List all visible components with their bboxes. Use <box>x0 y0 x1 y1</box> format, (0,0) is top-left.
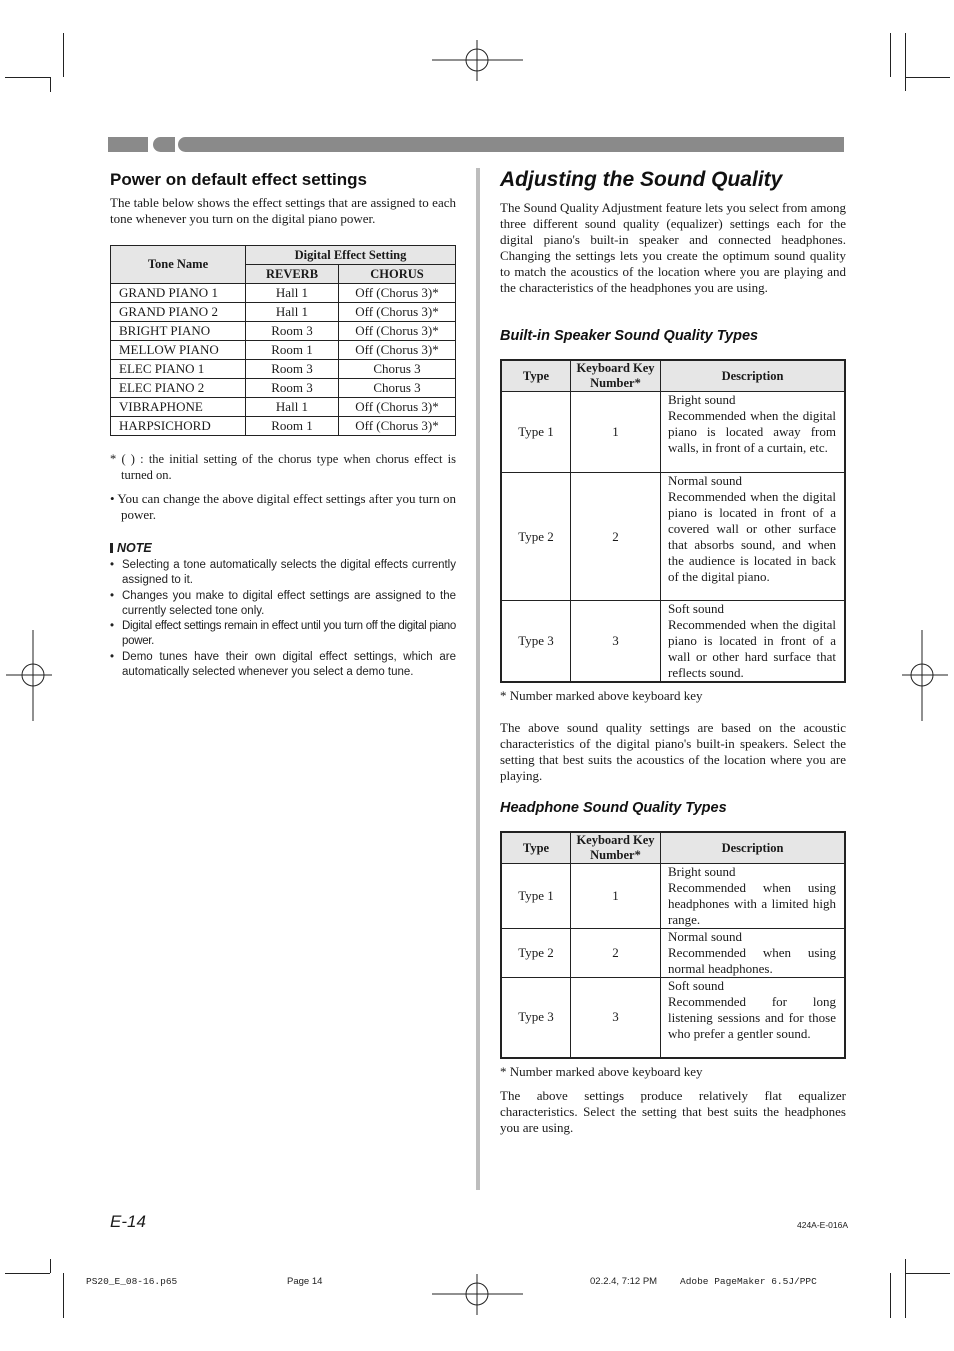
description-title: Normal sound <box>668 473 743 488</box>
headphone-heading: Headphone Sound Quality Types <box>500 800 727 816</box>
tone-name: GRAND PIANO 2 <box>111 303 246 322</box>
tone-name: BRIGHT PIANO <box>111 322 246 341</box>
end-paragraph: The above settings produce relatively flat equalizer characteristics. Select the setting that best suits the headphones you are using. <box>500 1088 846 1135</box>
mid-paragraph: The above sound quality settings are based on the acoustic characteristics of the digital piano's built-in speakers. Select the setting that best suits the acoustics of the location where you are playing. <box>500 720 846 783</box>
chorus-value: Off (Chorus 3)* <box>339 341 456 360</box>
description-cell <box>661 864 846 929</box>
effect-settings-table <box>110 245 456 436</box>
column-divider <box>476 168 480 1190</box>
description-text: Recommended when using headphones with a limited high range. <box>668 880 836 927</box>
description-text: Recommended when the digital piano is located away from walls, in front of a curtain, etc. <box>668 408 836 455</box>
footer-page-label: Page 14 <box>287 1276 323 1287</box>
tone-name: MELLOW PIANO <box>111 341 246 360</box>
headphone-quality-table <box>500 831 846 1059</box>
type-cell: Type 1 <box>501 392 571 473</box>
table-row <box>111 360 456 379</box>
key-cell: 1 <box>571 392 661 473</box>
description-title: Soft sound <box>668 601 724 616</box>
tone-name: ELEC PIANO 1 <box>111 360 246 379</box>
type-cell: Type 3 <box>501 978 571 1058</box>
table-row <box>501 392 845 473</box>
registration-mark-top <box>430 38 525 83</box>
footer-app: Adobe PageMaker 6.5J/PPC <box>680 1276 817 1287</box>
column-header-reverb: REVERB <box>246 265 339 284</box>
column-header-description: Description <box>661 832 846 864</box>
list-item: • Changes you make to digital effect settings are assigned to the currently selected tone only. <box>110 589 456 620</box>
chorus-value: Chorus 3 <box>339 379 456 398</box>
document-code: 424A-E-016A <box>797 1220 849 1230</box>
type-cell: Type 3 <box>501 601 571 683</box>
key-cell: 2 <box>571 473 661 601</box>
description-text: Recommended when the digital piano is located in front of a wall or other hard surface that reflects sound. <box>668 617 836 680</box>
table-row <box>501 473 845 601</box>
description-cell <box>661 601 846 683</box>
tone-name: HARPSICHORD <box>111 417 246 436</box>
reverb-value: Room 1 <box>246 417 339 436</box>
note-list <box>110 558 456 680</box>
description-title: Bright sound <box>668 864 736 879</box>
headphone-footnote: * Number marked above keyboard key <box>500 1064 703 1079</box>
column-header-key: Keyboard Key Number* <box>571 360 661 392</box>
description-cell <box>661 473 846 601</box>
reverb-value: Hall 1 <box>246 284 339 303</box>
description-title: Soft sound <box>668 978 724 993</box>
chorus-value: Off (Chorus 3)* <box>339 417 456 436</box>
registration-mark-left <box>4 628 54 723</box>
description-title: Bright sound <box>668 392 736 407</box>
tone-name: GRAND PIANO 1 <box>111 284 246 303</box>
type-cell: Type 1 <box>501 864 571 929</box>
speaker-footnote: * Number marked above keyboard key <box>500 688 703 703</box>
footnote-star: * ( ) : the initial setting of the chorus type when chorus effect is turned on. <box>110 452 456 482</box>
key-cell: 2 <box>571 929 661 978</box>
description-cell <box>661 392 846 473</box>
chorus-value: Chorus 3 <box>339 360 456 379</box>
description-text: Recommended for long listening sessions and for those who prefer a gentler sound. <box>668 994 836 1041</box>
table-row <box>111 398 456 417</box>
speaker-quality-table <box>500 359 846 683</box>
note-heading <box>110 541 152 555</box>
chorus-value: Off (Chorus 3)* <box>339 284 456 303</box>
description-cell <box>661 978 846 1058</box>
table-row <box>501 929 845 978</box>
note-marker-icon <box>110 543 113 553</box>
speaker-heading: Built-in Speaker Sound Quality Types <box>500 328 759 344</box>
table-row <box>501 978 845 1058</box>
tone-name: VIBRAPHONE <box>111 398 246 417</box>
table-row <box>111 417 456 436</box>
reverb-value: Room 3 <box>246 379 339 398</box>
table-row <box>501 864 845 929</box>
column-header-key: Keyboard Key Number* <box>571 832 661 864</box>
intro-paragraph-right: The Sound Quality Adjustment feature lets you select from among three different sound quality (equalizer) settings each for the digital piano's built-in speaker and connected headphones. Changing the settings lets you create the optimum sound quality to match the acoustics of the location where you are playing and the characteristics of the headphones you are using. <box>500 200 846 295</box>
table-row <box>501 601 845 683</box>
description-text: Recommended when the digital piano is located in front of a covered wall or other surface that absorbs sound, and when the audience is located in back of the digital piano. <box>668 489 836 584</box>
column-header-tone: Tone Name <box>111 246 246 284</box>
table-row <box>111 379 456 398</box>
table-row <box>111 322 456 341</box>
footer-datetime: 02.2.4, 7:12 PM <box>590 1276 658 1287</box>
list-item: • Selecting a tone automatically selects the digital effects currently assigned to it. <box>110 558 456 589</box>
description-cell <box>661 929 846 978</box>
table-row <box>111 341 456 360</box>
key-cell: 1 <box>571 864 661 929</box>
footer-file: PS20_E_08-16.p65 <box>86 1276 178 1287</box>
registration-mark-right <box>900 628 950 723</box>
registration-mark-bottom <box>430 1272 525 1317</box>
chorus-value: Off (Chorus 3)* <box>339 303 456 322</box>
tone-name: ELEC PIANO 2 <box>111 379 246 398</box>
description-text: Recommended when using normal headphones. <box>668 945 836 976</box>
key-cell: 3 <box>571 978 661 1058</box>
table-row <box>111 303 456 322</box>
page-number: E-14 <box>110 1212 146 1231</box>
column-header-group: Digital Effect Setting <box>246 246 456 265</box>
chorus-value: Off (Chorus 3)* <box>339 322 456 341</box>
type-cell: Type 2 <box>501 929 571 978</box>
reverb-value: Room 3 <box>246 360 339 379</box>
reverb-value: Room 1 <box>246 341 339 360</box>
intro-paragraph-left: The table below shows the effect settings that are assigned to each tone whenever you turn on the digital piano power. <box>110 195 456 226</box>
reverb-value: Hall 1 <box>246 398 339 417</box>
note-heading-text: NOTE <box>117 541 152 555</box>
column-header-type: Type <box>501 360 571 392</box>
list-item: • Demo tunes have their own digital effect settings, which are automatically selected whenever you select a demo tune. <box>110 650 456 681</box>
column-header-description: Description <box>661 360 846 392</box>
reverb-value: Room 3 <box>246 322 339 341</box>
column-header-type: Type <box>501 832 571 864</box>
section-heading-default-effects: Power on default effect settings <box>110 170 367 189</box>
reverb-value: Hall 1 <box>246 303 339 322</box>
key-cell: 3 <box>571 601 661 683</box>
table-row <box>111 284 456 303</box>
list-item: • Digital effect settings remain in effect until you turn off the digital piano power. <box>110 619 456 650</box>
footnote-bullet: • You can change the above digital effect settings after you turn on power. <box>110 491 456 522</box>
type-cell: Type 2 <box>501 473 571 601</box>
column-header-chorus: CHORUS <box>339 265 456 284</box>
description-title: Normal sound <box>668 929 743 944</box>
chorus-value: Off (Chorus 3)* <box>339 398 456 417</box>
page-title: Adjusting the Sound Quality <box>500 168 783 191</box>
